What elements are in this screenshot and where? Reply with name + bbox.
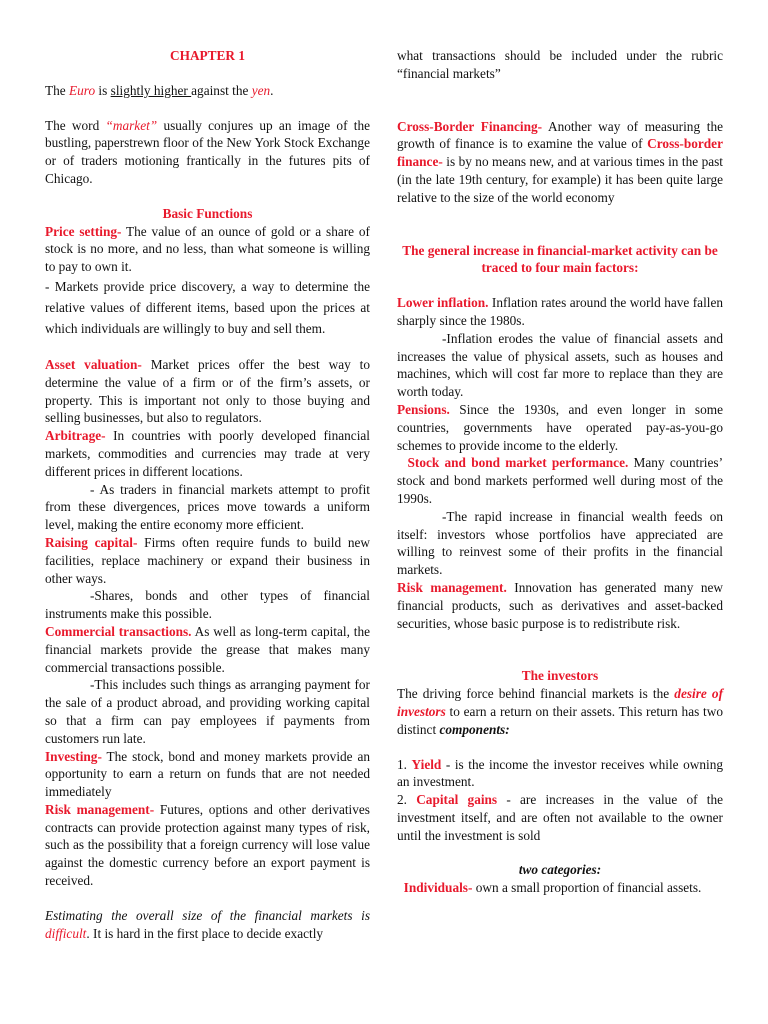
difficult-term: difficult — [45, 925, 87, 941]
factors-heading: The general increase in financial-market activity can be traced to four main factors: — [402, 242, 718, 276]
risk-management-paragraph: Risk management- Futures, options and other derivatives contracts can provide protection against many types of risk, such as the possibility that a foreign currency will lose value against the domestic currency before an export payment is received. — [45, 801, 370, 889]
raising-capital-term: Raising capital- — [45, 534, 138, 550]
yen-term: yen — [251, 82, 271, 98]
price-setting-note: - Markets provide price discovery, a way to determine the relative values of different items, based upon the prices at which individuals are willingly to buy and sell them. — [45, 278, 370, 336]
two-categories-heading: two categories: — [518, 862, 602, 878]
risk-management-term: Risk management- — [45, 801, 155, 817]
asset-valuation-paragraph: Asset valuation- Market prices offer the best way to determine the value of a firm or of the firm’s assets, or property. This is important not only to those buying and selling businesses, but also to regulators. — [45, 356, 371, 426]
investing-term: Investing- — [45, 748, 102, 764]
individuals-paragraph: Individuals- own a small proportion of financial assets. — [403, 880, 702, 896]
arbitrage-paragraph: Arbitrage- In countries with poorly developed financial markets, commodities and currencies may trade at very different prices in different locations. — [45, 428, 370, 479]
desire-of-investors-term: desire of investors — [397, 686, 723, 719]
basic-functions-heading: Basic Functions — [162, 205, 253, 221]
capital-gains-paragraph: 2. Capital gains - are increases in the value of the investment itself, and are often not available to the owner until the investment is sold — [397, 792, 724, 843]
raising-capital-paragraph: Raising capital- Firms often require funds to build new facilities, replace machinery or expand their business in other ways. — [45, 534, 370, 586]
yield-paragraph: 1. Yield - is the income the investor receives while owning an investment. — [397, 756, 724, 790]
risk-mgmt-term: Risk management. — [397, 579, 507, 595]
chapter-title: CHAPTER 1 — [170, 48, 245, 63]
market-paragraph: The word “market” usually conjures up an image of the bustling, paperstrewn floor of the New York Stock Exchange or of traders motioning frantically in the futures pits of Chicago. — [45, 117, 370, 186]
individuals-term: Individuals- — [403, 880, 473, 896]
lower-inflation-term: Lower inflation. — [397, 295, 489, 311]
left-column — [45, 47, 370, 942]
yield-term: Yield — [411, 756, 442, 772]
stock-bond-term: Stock and bond market performance. — [407, 455, 629, 471]
stock-bond-note: -The rapid increase in financial wealth feeds on itself: investors whose portfolios have appreciated are willing to reinvest some of their profits in the financial markets. — [397, 508, 723, 578]
components-term: components: — [439, 721, 510, 737]
cross-border-finance-term: Cross-border finance- — [397, 136, 723, 170]
investors-heading: The investors — [521, 668, 599, 684]
continued-paragraph: what transactions should be included under the rubric “financial markets” — [397, 48, 723, 81]
market-term: “market” — [105, 117, 158, 133]
cross-border-financing-term: Cross-Border Financing- — [397, 118, 543, 134]
price-setting-paragraph: Price setting- The value of an ounce of gold or a share of stock is no more, and no less, than what someone is willing to pay to own it. — [45, 223, 370, 275]
risk-mgmt-paragraph: Risk management. Innovation has generated many new financial products, such as derivatives and asset-backed securities, whose basic purpose is to redistribute risk. — [397, 579, 723, 631]
raising-capital-note: -Shares, bonds and other types of financial instruments make this possible. — [45, 588, 370, 622]
pensions-paragraph: Pensions. Since the 1930s, and even longer in some countries, governments have operated pay-as-you-go schemes to provide income to the elderly. — [397, 401, 723, 453]
slightly-higher-text: slightly higher — [110, 82, 192, 98]
euro-line: The Euro is slightly higher against the yen. — [45, 82, 274, 98]
lower-inflation-paragraph: Lower inflation. Inflation rates around the world have fallen sharply since the 1980s. — [397, 295, 724, 328]
asset-valuation-term: Asset valuation- — [45, 356, 142, 372]
cross-border-paragraph: Cross-Border Financing- Another way of measuring the growth of finance is to examine the value of Cross-border finance- is by no means new, and at various times in the past (in the late 19th century, for example) it has been quite large relative to the size of the world economy — [397, 118, 723, 205]
commercial-transactions-note: -This includes such things as arranging payment for the sale of a product abroad, and providing working capital so that a firm can pay employees if payments from customers run late. — [45, 677, 370, 746]
commercial-transactions-paragraph: Commercial transactions. As well as long-term capital, the financial markets provide the grease that makes many commercial transactions possible. — [45, 623, 370, 675]
right-column — [397, 47, 723, 897]
capital-gains-term: Capital gains — [416, 792, 498, 808]
estimating-paragraph: Estimating the overall size of the financial markets is difficult. It is hard in the first place to decide exactly — [45, 907, 370, 941]
euro-term: Euro — [69, 82, 96, 98]
pensions-term: Pensions. — [397, 401, 450, 417]
lower-inflation-note: -Inflation erodes the value of financial assets and increases the value of physical assets, such as houses and machines, which will cost far more to replace than they are worth today. — [397, 330, 723, 400]
arbitrage-term: Arbitrage- — [45, 428, 106, 444]
investors-paragraph: The driving force behind financial markets is the desire of investors to earn a return on their assets. This return has two distinct components: — [397, 686, 723, 737]
investing-paragraph: Investing- The stock, bond and money markets provide an opportunity to earn a return on funds that are not needed immediately — [45, 748, 370, 800]
price-setting-term: Price setting- — [45, 223, 122, 239]
arbitrage-note: - As traders in financial markets attempt to profit from these divergences, prices move towards a uniform level, making the entire economy more efficient. — [45, 481, 370, 533]
stock-bond-paragraph: Stock and bond market performance. Many countries’ stock and bond markets performed well during most of the 1990s. — [397, 455, 723, 506]
commercial-transactions-term: Commercial transactions. — [45, 623, 192, 639]
